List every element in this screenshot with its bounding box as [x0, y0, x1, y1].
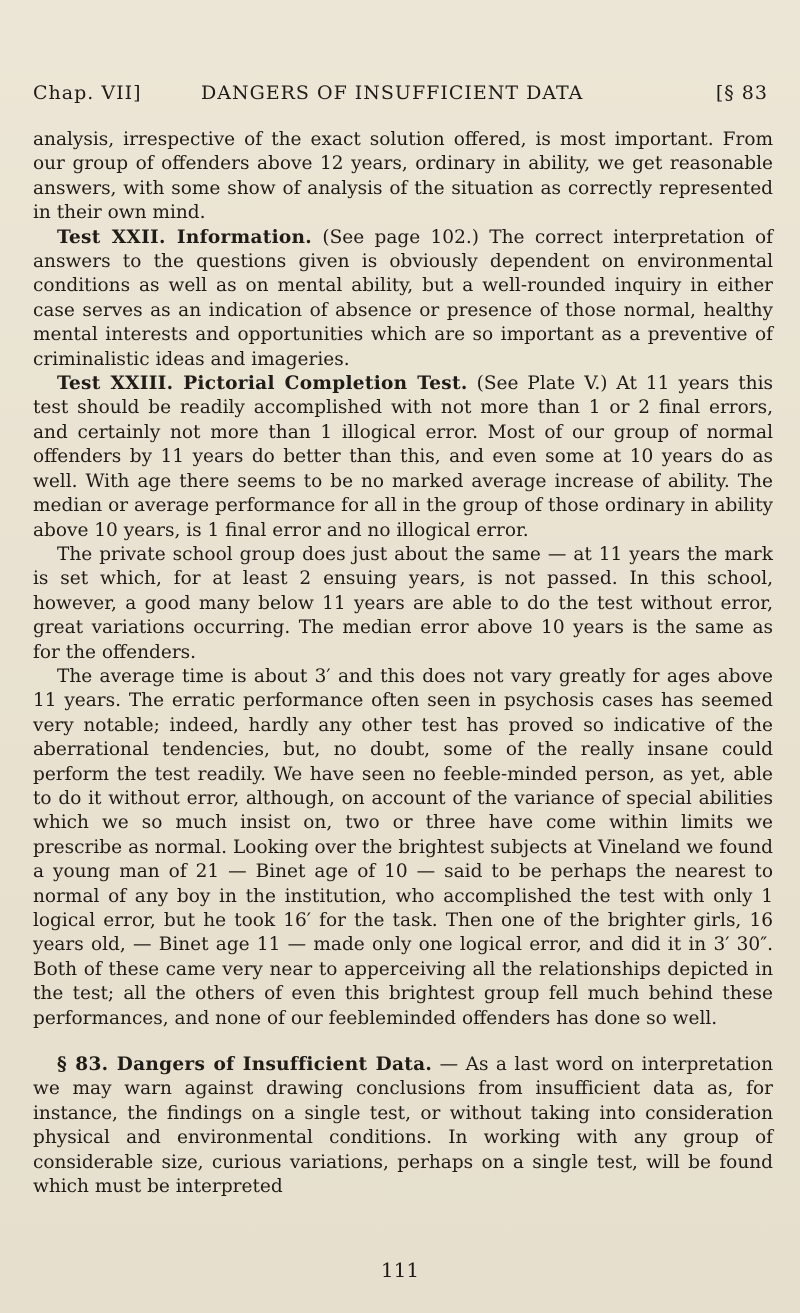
paragraph-text: (See page 102.) The correct interpretation of answers to the questions given is obviously dependent on environmental conditions as well as on mental ability, but a well-rounded inquiry in either case serves as an indication of absence or presence of those normal, healthy mental interests and opportunities which are so important as a preventive of criminalistic ideas and imageries. — [33, 226, 773, 370]
chapter-label: Chap. VII] — [33, 82, 142, 104]
running-title: DANGERS OF INSUFFICIENT DATA — [201, 82, 584, 104]
page-number: 111 — [380, 1258, 420, 1282]
paragraph-text: The private school group does just about the same — at 11 years the mark is set which, for at least 2 ensuing years, is not passed. In this school, however, a good many below 11 years are able to do the test without error, great variations occurring. The median error above 10 years is the same as for the offenders. — [33, 543, 773, 663]
paragraph-lead: Test XXII. Information. — [57, 226, 313, 248]
paragraph-2 — [33, 226, 773, 372]
paragraph-3 — [33, 372, 773, 543]
paragraph-4 — [33, 543, 773, 665]
paragraph-1 — [33, 128, 773, 226]
running-header — [33, 82, 768, 122]
paragraph-6 — [33, 1053, 773, 1199]
paragraph-text: The average time is about 3′ and this does not vary greatly for ages above 11 years. The erratic performance often seen in psychosis cases has seemed very notable; indeed, hardly any other test has proved so indicative of the aberrational tendencies, but, no doubt, some of the really insane could perform the test readily. We have seen no feeble-minded person, as yet, able to do it without error, although, on account of the variance of special abilities which we so much insist on, two or three have come within limits we prescribe as normal. Looking over the brightest subjects at Vineland we found a young man of 21 — Binet age of 10 — said to be perhaps the nearest to normal of any boy in the institution, who accomplished the test with only 1 logical error, but he took 16′ for the task. Then one of the brighter girls, 16 years old, — Binet age 11 — made only one logical error, and did it in 3′ 30″. Both of these came very near to apperceiving all the relationships depicted in the test; all the others of even this brightest group fell much behind these performances, and none of our feebleminded offenders has done so well. — [33, 665, 773, 1029]
paragraph-lead: Test XXIII. Pictorial Completion Test. — [57, 373, 468, 395]
paragraph-text: analysis, irrespective of the exact solution offered, is most important. From our group of offenders above 12 years, ordinary in ability, we get reasonable answers, with some show of analysis of the situation as correctly represented in their own mind. — [33, 129, 773, 224]
paragraph-text: — As a last word on interpretation we may warn against drawing conclusions from insufficient data as, for instance, the findings on a single test, or without taking into consideration physical and environmental conditions. In working with any group of considerable size, curious variations, perhaps on a single test, will be found which must be interpreted — [33, 1054, 773, 1198]
paragraph-5 — [33, 665, 773, 1031]
section-label: [§ 83 — [715, 82, 768, 104]
body-text — [33, 128, 773, 1199]
paragraph-text: (See Plate V.) At 11 years this test should be readily accomplished with not more than 1 or 2 final errors, and certainly not more than 1 illogical error. Most of our group of normal offenders by 11 years do better than this, and even some at 10 years do as well. With age there seems to be no marked average increase of ability. The median or average performance for all in the group of those ordinary in ability above 10 years, is 1 final error and no illogical error. — [33, 373, 773, 541]
section-heading: § 83. Dangers of Insufficient Data. — [57, 1054, 433, 1076]
